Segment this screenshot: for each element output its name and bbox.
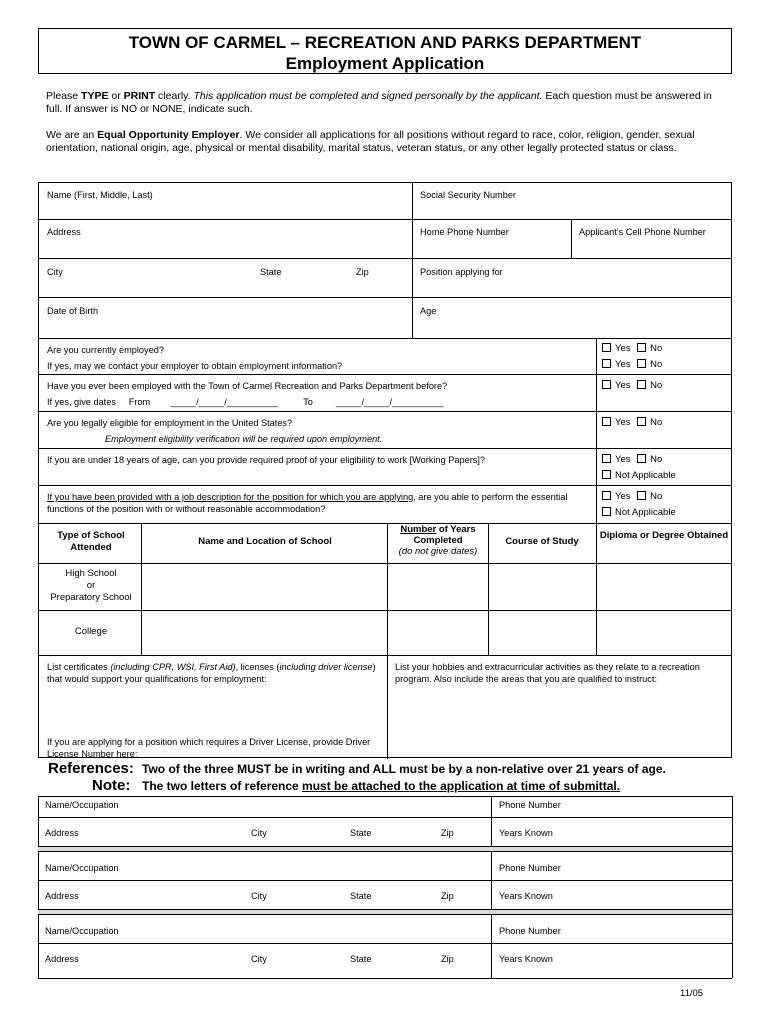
question-eligible: Are you legally eligible for employment in the United States? — [47, 418, 293, 428]
instructions-paragraph: Please TYPE or PRINT clearly. This application must be completed and signed personally by the applicant. Each question must be answered in full. If answer is NO or NONE, indicate such. — [46, 90, 712, 115]
question-employed: Are you currently employed? — [47, 345, 164, 355]
ref-divider — [38, 909, 732, 915]
checkbox-contact[interactable]: Yes No — [602, 359, 662, 370]
ref2-state[interactable]: State — [350, 891, 372, 901]
checkbox-icon[interactable] — [602, 507, 611, 516]
name-field[interactable]: Name (First, Middle, Last) — [47, 190, 153, 200]
ref1-state[interactable]: State — [350, 828, 372, 838]
form-title-box — [38, 28, 732, 74]
ssn-field[interactable]: Social Security Number — [420, 190, 516, 200]
checkbox-working-papers-na[interactable]: Not Applicable — [602, 470, 676, 481]
edu-header-diploma: Diploma or Degree Obtained — [599, 530, 729, 541]
ref-divider — [38, 846, 732, 852]
ref3-phone[interactable]: Phone Number — [499, 926, 561, 936]
checkbox-job-functions-na[interactable]: Not Applicable — [602, 507, 676, 518]
checkbox-working-papers[interactable]: Yes No — [602, 454, 662, 465]
ref1-city[interactable]: City — [251, 828, 267, 838]
checkbox-job-functions[interactable]: Yes No — [602, 491, 662, 502]
checkbox-icon[interactable] — [602, 380, 611, 389]
checkbox-prior-employment[interactable]: Yes No — [602, 380, 662, 391]
question-job-functions: If you have been provided with a job description for the position for which you are applying, are you able to perform the essential functions of the position with or without reasonable accommodation? — [47, 492, 568, 514]
eligibility-note: Employment eligibility verification will be required upon employment. — [105, 434, 383, 444]
checkbox-eligible[interactable]: Yes No — [602, 417, 662, 428]
ref2-address[interactable]: Address — [45, 891, 79, 901]
ref2-phone[interactable]: Phone Number — [499, 863, 561, 873]
checkbox-icon[interactable] — [637, 380, 646, 389]
ref1-years-known[interactable]: Years Known — [499, 828, 553, 838]
edu-header-name: Name and Location of School — [198, 536, 332, 547]
question-working-papers: If you are under 18 years of age, can you provide required proof of your eligibility to work [Working Papers]? — [47, 455, 486, 465]
form-subtitle: Employment Application — [285, 54, 485, 73]
ref1-zip[interactable]: Zip — [441, 828, 454, 838]
eeo-paragraph: We are an Equal Opportunity Employer. We consider all applications for all positions without regard to race, color, religion, gender, sexual orientation, national origin, age, physical or mental disability, marital status, veteran status, or any other legally protected status or class. — [46, 129, 695, 154]
checkbox-employed[interactable]: Yes No — [602, 343, 662, 354]
question-prior-employment: Have you ever been employed with the Town of Carmel Recreation and Parks Department before? — [47, 381, 448, 391]
certificates-field[interactable]: List certificates (including CPR, WSI, First Aid), licenses (including driver license) that would support your qualifications for employment: — [47, 662, 376, 684]
ref1-phone[interactable]: Phone Number — [499, 800, 561, 810]
dob-field[interactable]: Date of Birth — [47, 306, 99, 316]
driver-license-field[interactable]: If you are applying for a position which requires a Driver License, provide Driver License Number here: — [47, 737, 371, 759]
hobbies-field[interactable]: List your hobbies and extracurricular activities as they relate to a recreation program. Also include the areas that you are qualified to instruct: — [395, 662, 700, 684]
prior-employment-dates[interactable]: If yes, give dates From _____/_____/__________ To _____/_____/__________ — [47, 397, 444, 407]
ref2-city[interactable]: City — [251, 891, 267, 901]
edu-row-highschool: High School or Preparatory School — [50, 568, 132, 603]
references-label: References: — [48, 760, 134, 777]
age-field[interactable]: Age — [420, 306, 437, 316]
checkbox-icon[interactable] — [637, 491, 646, 500]
ref1-address[interactable]: Address — [45, 828, 79, 838]
edu-header-type: Type of School Attended — [57, 530, 125, 553]
ref2-years-known[interactable]: Years Known — [499, 891, 553, 901]
ref3-zip[interactable]: Zip — [441, 954, 454, 964]
zip-field[interactable]: Zip — [356, 267, 369, 277]
note-text: The two letters of reference must be attached to the application at time of submittal. — [142, 779, 621, 793]
edu-row-college: College — [74, 626, 108, 637]
references-header — [38, 759, 732, 796]
checkbox-icon[interactable] — [602, 470, 611, 479]
form-revision-code: 11/05 — [680, 988, 704, 999]
checkbox-icon[interactable] — [602, 491, 611, 500]
city-field[interactable]: City — [47, 267, 63, 277]
ref3-state[interactable]: State — [350, 954, 372, 964]
home-phone-field[interactable]: Home Phone Number — [420, 227, 509, 237]
references-text: Two of the three MUST be in writing and ALL must be by a non-relative over 21 years of age. — [142, 762, 666, 776]
address-field[interactable]: Address — [47, 227, 81, 237]
ref2-name-occupation[interactable]: Name/Occupation — [45, 863, 119, 873]
checkbox-icon[interactable] — [602, 359, 611, 368]
note-label: Note: — [92, 777, 131, 794]
ref3-city[interactable]: City — [251, 954, 267, 964]
state-field[interactable]: State — [260, 267, 282, 277]
checkbox-icon[interactable] — [637, 343, 646, 352]
ref3-years-known[interactable]: Years Known — [499, 954, 553, 964]
checkbox-icon[interactable] — [637, 359, 646, 368]
references-grid — [38, 796, 732, 978]
ref3-name-occupation[interactable]: Name/Occupation — [45, 926, 119, 936]
question-contact-employer: If yes, may we contact your employer to obtain employment information? — [47, 361, 343, 371]
position-field[interactable]: Position applying for — [420, 267, 503, 277]
checkbox-icon[interactable] — [602, 454, 611, 463]
ref2-zip[interactable]: Zip — [441, 891, 454, 901]
checkbox-icon[interactable] — [637, 454, 646, 463]
ref1-name-occupation[interactable]: Name/Occupation — [45, 800, 119, 810]
checkbox-icon[interactable] — [602, 343, 611, 352]
ref3-address[interactable]: Address — [45, 954, 79, 964]
form-title: TOWN OF CARMEL – RECREATION AND PARKS DEPARTMENT — [128, 33, 642, 52]
checkbox-icon[interactable] — [602, 417, 611, 426]
checkbox-icon[interactable] — [637, 417, 646, 426]
edu-header-years: Number of Years Completed (do not give dates) — [398, 524, 478, 557]
application-grid — [38, 182, 732, 758]
cell-phone-field[interactable]: Applicant's Cell Phone Number — [579, 227, 706, 237]
edu-header-course: Course of Study — [505, 536, 579, 547]
